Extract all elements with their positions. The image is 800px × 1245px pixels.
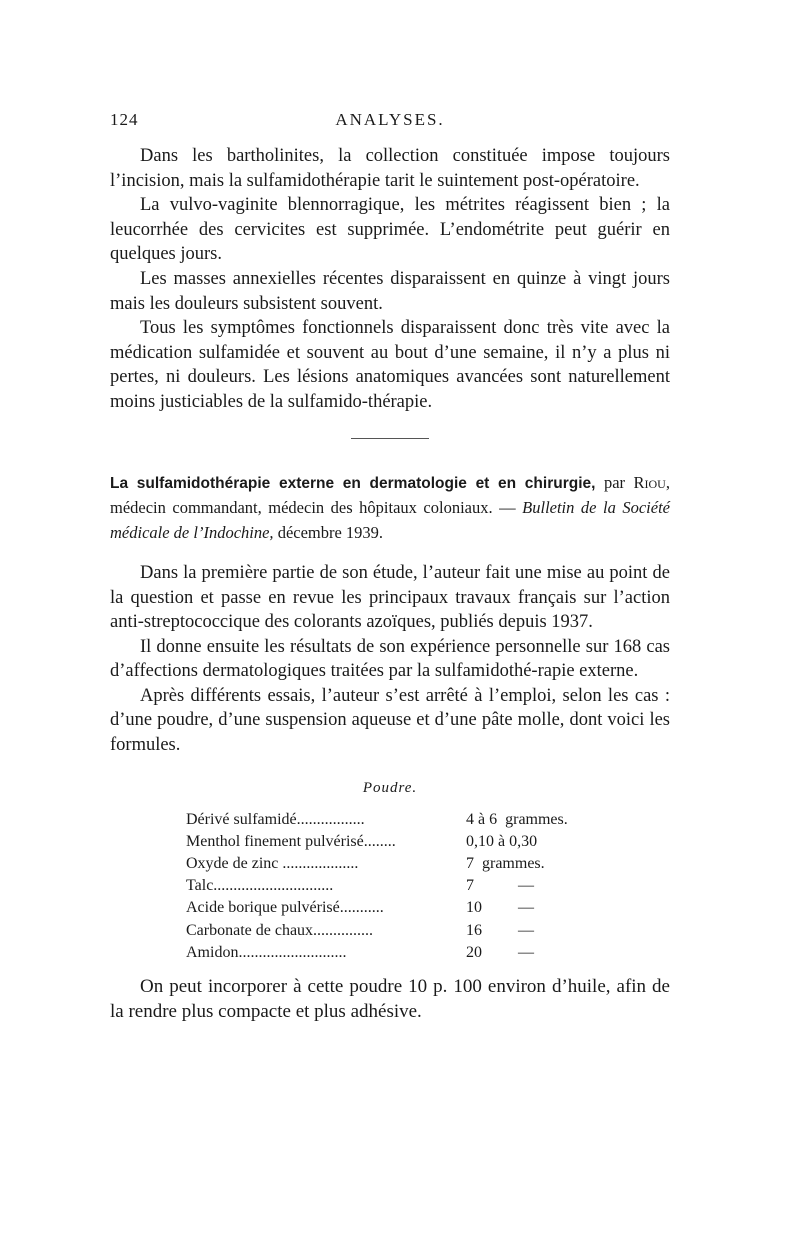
entry-date: décembre 1939. bbox=[273, 523, 384, 543]
paragraph: La vulvo-vaginite blennorragique, les métrites réagissent bien ; la leucorrhée des cervicites est supprimée. L’endométrite peut guérir en quelques jours. bbox=[110, 195, 670, 265]
entry-author-desc: , médecin commandant, médecin des hôpitaux coloniaux. — bbox=[110, 472, 670, 518]
ingredient-unit: — bbox=[518, 877, 534, 895]
ingredient-amount: 7 bbox=[466, 855, 474, 873]
ingredient-name: Carbonate de chaux............... bbox=[186, 921, 374, 939]
formula-row bbox=[186, 942, 626, 964]
paragraph: On peut incorporer à cette poudre 10 p. 100 environ d’huile, afin de la rendre plus compacte et plus adhésive. bbox=[110, 976, 670, 1023]
entry-author: Riou bbox=[633, 472, 666, 492]
ingredient-quantity bbox=[466, 942, 626, 964]
ingredient-unit: grammes. bbox=[482, 855, 545, 873]
intro-section bbox=[110, 144, 670, 415]
ingredient-quantity bbox=[466, 853, 626, 875]
paragraph: Tous les symptômes fonctionnels disparaissent donc très vite avec la médication sulfamidée et souvent au bout d’une semaine, il n’y a plus ni pertes, ni douleurs. Les lésions anatomiques avancées sont naturellement moins justiciables de la sulfamido-thérapie. bbox=[110, 318, 670, 412]
ingredient-amount: 20 bbox=[466, 943, 482, 961]
formula-row bbox=[186, 853, 626, 875]
ingredient-amount: 0,10 à 0,30 bbox=[466, 832, 538, 850]
formula-title: Poudre. bbox=[362, 779, 418, 796]
ingredient-name: Amidon........................... bbox=[186, 943, 347, 961]
ingredient-quantity bbox=[466, 831, 626, 853]
ingredient-amount: 10 bbox=[466, 899, 482, 917]
ingredient-amount: 16 bbox=[466, 921, 482, 939]
page-number: 124 bbox=[110, 110, 139, 129]
running-title: ANALYSES. bbox=[335, 110, 445, 129]
ingredient-quantity bbox=[466, 809, 626, 831]
ingredient-quantity bbox=[466, 875, 626, 897]
entry-title: La sulfamidothérapie externe en dermatologie et en chirurgie, bbox=[110, 474, 596, 492]
ingredient-unit: — bbox=[518, 943, 534, 961]
formula-row bbox=[186, 897, 626, 919]
paragraph: Les masses annexielles récentes disparaissent en quinze à vingt jours mais les douleurs subsistent souvent. bbox=[110, 268, 670, 314]
ingredient-amount: 4 à 6 bbox=[466, 810, 498, 828]
ingredient-unit: — bbox=[518, 899, 534, 917]
paragraph: Après différents essais, l’auteur s’est arrêté à l’emploi, selon les cas : d’une poudre, d’une suspension aqueuse et d’une pâte molle, dont voici les formules. bbox=[110, 685, 670, 756]
section-divider bbox=[351, 438, 429, 439]
ingredient-name: Talc.............................. bbox=[186, 877, 334, 895]
ingredient-quantity bbox=[466, 920, 626, 942]
ingredient-amount: 7 bbox=[466, 877, 474, 895]
formula-row bbox=[186, 831, 626, 853]
entry-journal: Bulletin de la Société médicale de l’Indochine, bbox=[110, 498, 670, 543]
formula-row bbox=[186, 809, 626, 831]
review-entry-heading bbox=[110, 471, 670, 546]
formula-row bbox=[186, 920, 626, 942]
body-section bbox=[110, 561, 670, 758]
ingredient-name: Oxyde de zinc ................... bbox=[186, 855, 359, 873]
paragraph: Dans la première partie de son étude, l’auteur fait une mise au point de la question et passe en revue les principaux travaux français sur l’action anti-streptococcique des colorants azoïques, publiés depuis 1937. bbox=[110, 562, 670, 633]
paragraph: Dans les bartholinites, la collection constituée impose toujours l’incision, mais la sulfamidothérapie tarit le suintement post-opératoire. bbox=[110, 146, 670, 191]
entry-by: par bbox=[595, 472, 634, 492]
ingredient-unit: grammes. bbox=[505, 810, 568, 828]
ingredient-quantity bbox=[466, 897, 626, 919]
formula-row bbox=[186, 875, 626, 897]
formula-table bbox=[186, 809, 626, 964]
document-page bbox=[110, 110, 670, 1024]
ingredient-unit: — bbox=[518, 921, 534, 939]
ingredient-name: Dérivé sulfamidé................. bbox=[186, 810, 365, 828]
running-head bbox=[110, 110, 670, 140]
ingredient-name: Acide borique pulvérisé........... bbox=[186, 899, 384, 917]
ingredient-name: Menthol finement pulvérisé........ bbox=[186, 832, 396, 850]
paragraph: Il donne ensuite les résultats de son expérience personnelle sur 168 cas d’affections dermatologiques traitées par la sulfamidothé-rapie externe. bbox=[110, 636, 670, 682]
